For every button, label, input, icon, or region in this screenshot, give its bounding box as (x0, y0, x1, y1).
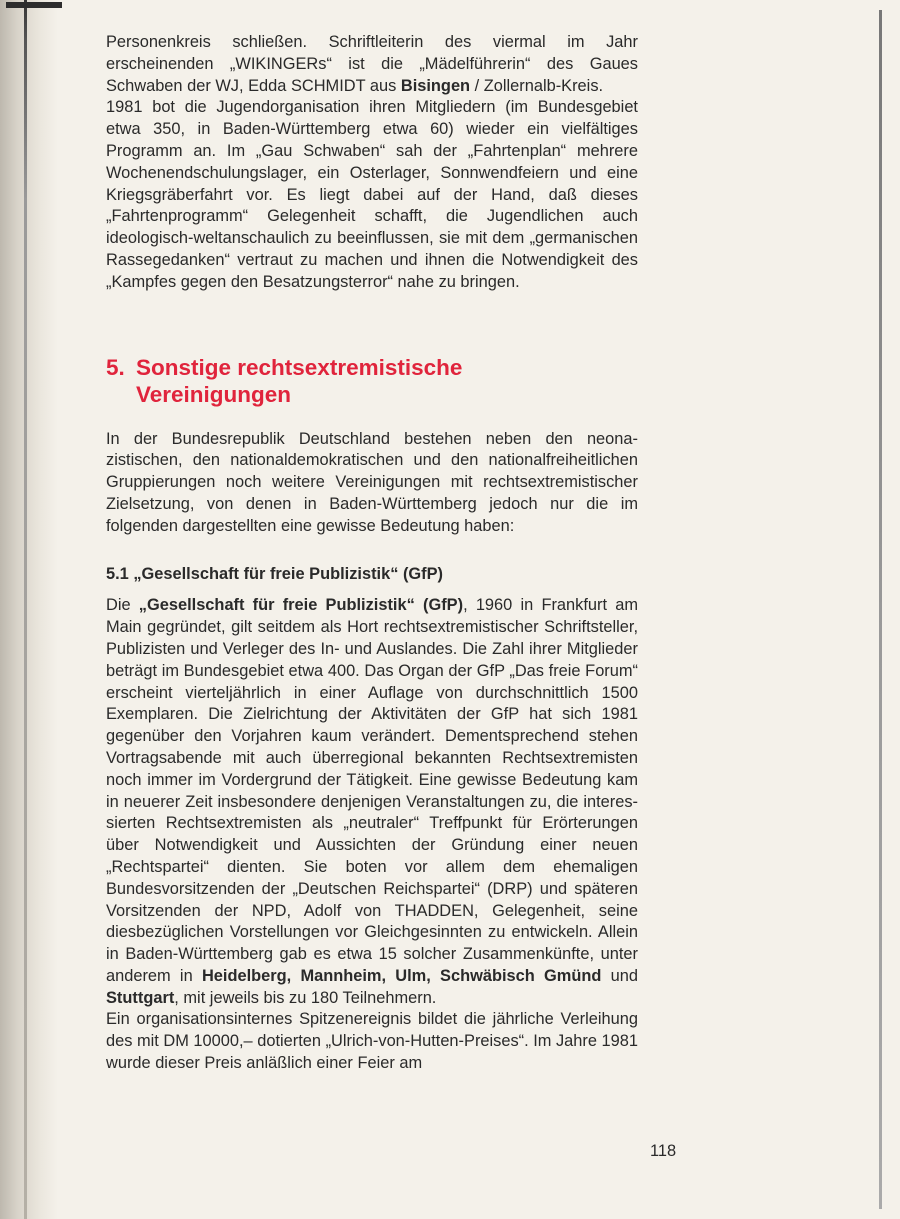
section-title-line-2: Vereinigungen (136, 381, 292, 407)
section-number: 5. (106, 354, 125, 380)
section-title-line-1: Sonstige rechtsextremistische (136, 354, 463, 380)
text-run: , mit jeweils bis zu 180 Teilnehmern. (174, 988, 437, 1007)
section-heading (106, 354, 638, 408)
scan-corner-mark (6, 2, 62, 8)
page-body (106, 32, 638, 1075)
section-intro-paragraph: In der Bundesrepublik Deutschland bestehen neben den neonazistischen, den nationaldemokratischen und den nationalfreiheitlichen Gruppierungen noch weitere Vereinigungen mit rechtsextremistischer Zielsetzung, von denen in Baden-Württemberg jedoch nur die im folgenden dargestellten eine gewisse Bedeutung haben: (106, 429, 638, 535)
page-number: 118 (650, 1142, 677, 1160)
bold-text-run: Bisingen (400, 76, 471, 95)
bold-text-run: Heidelberg, Mannheim, Ulm, Schwäbisch Gmünd (201, 966, 602, 985)
text-run: 1981 bot die Jugendorganisation ihren Mitgliedern (im Bundesgebiet etwa 350, in Baden-Württemberg etwa 60) wieder ein vielfältiges Programm an. Im „Gau Schwaben“ sah der „Fahrtenplan“ mehrere Wochenendschulungslager, ein Osterlager, Sonnwendfeiern und eine Kriegsgräberfahrt vor. Es liegt dabei auf der Hand, daß dieses „Fahrtenprogramm“ Gelegenheit schafft, die Jugendlichen auch ideologisch-weltanschaulich zu beeinflussen, sie mit dem „germanischen Rassegedanken“ vertraut zu machen und ihnen die Notwendigkeit des „Kampfes gegen den Besatzungsterror“ nahe zu bringen. (106, 98, 638, 291)
text-run: Personenkreis schließen. Schriftleiterin des viermal im Jahr erscheinenden „WIKINGERs“ ist die „Mädelführerin“ des Gaues Schwaben der WJ, Edda SCHMIDT aus (106, 33, 638, 95)
bold-text-run: Stuttgart (106, 988, 175, 1007)
page-binding-edge (24, 0, 27, 1219)
subsection-paragraph-2 (106, 1009, 638, 1074)
intro-paragraph-2 (106, 97, 638, 293)
bold-text-run: „Gesellschaft für freie Publizistik“ (GfP) (138, 596, 464, 615)
text-run: und (601, 966, 638, 985)
intro-paragraph-1 (106, 32, 638, 97)
subsection-paragraph-1 (106, 595, 638, 1009)
subsection-heading: 5.1 „Gesellschaft für freie Publizistik“ (GfP) (106, 564, 444, 583)
text-run: Ein organisationsinternes Spitzenereignis bildet die jährliche Verleihung des mit DM 10000,– dotierten „Ulrich-von-Hutten-Preises“. Im Jahre 1981 wurde dieser Preis anläßlich einer Feier am (106, 1010, 639, 1073)
text-run: / Zollernalb-Kreis. (470, 76, 604, 95)
page-binding-shadow (0, 0, 58, 1219)
page-right-edge (879, 10, 882, 1209)
section-title (136, 354, 462, 408)
text-run: , 1960 in Frankfurt am Main gegründet, gilt seitdem als Hort rechtsextremistischer Schriftsteller, Publizisten und Verleger des In- und Auslandes. Die Zahl ihrer Mitglieder beträgt im Bundesgebiet etwa 400. Das Organ der GfP „Das freie Forum“ erscheint vierteljährlich in einer Auflage von durchschnittlich 1500 Exemplaren. Die Zielrichtung der Aktivitäten der GfP hat sich 1981 gegenüber den Vorjahren kaum verändert. Dementsprechend stehen Vortragsabende mit auch überregional bekannten Rechtsextremisten noch immer im Vordergrund der Tätigkeit. Eine gewisse Bedeutung kam in neuerer Zeit insbesondere denjenigen Veranstaltungen zu, die interessierten Rechtsextremisten als „neutraler“ Treffpunkt für Erörterungen über Notwendigkeit und Aussichten der Gründung einer neuen „Rechtspartei“ dienten. Sie boten vor allem dem ehemaligen Bundesvorsitzenden der „Deutschen Reichspartei“ (DRP) und späteren Vorsitzenden der NPD, Adolf von THADDEN, Gelegenheit, seine diesbezüglichen Vorstellungen vor Gleichgesinnten zu entwickeln. Allein in Baden-Württemberg gab es etwa 15 solcher Zusammenkünfte, unter anderem in (106, 596, 638, 985)
text-run: Die (106, 596, 139, 615)
